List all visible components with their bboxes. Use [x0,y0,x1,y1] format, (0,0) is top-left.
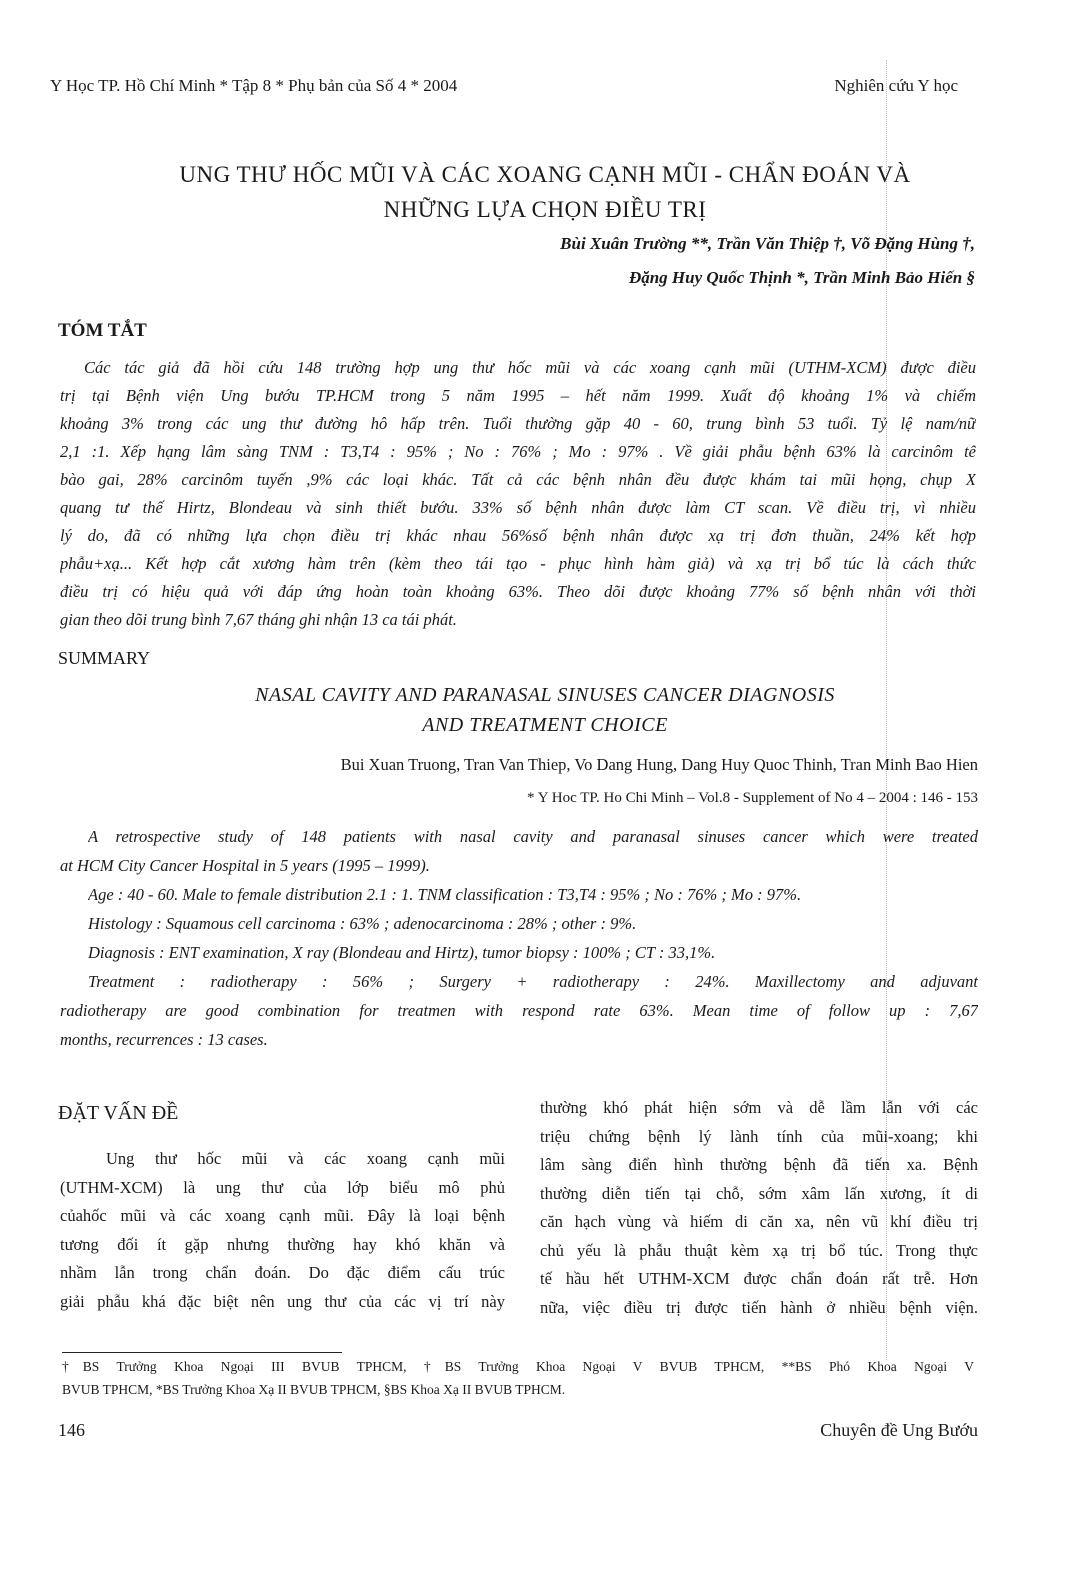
article-title-line2: NHỮNG LỰA CHỌN ĐIỀU TRỊ [383,197,707,222]
summary-heading: SUMMARY [58,648,151,668]
abstract-vi-line: gian theo dõi trung bình 7,67 tháng ghi nhận 13 ca tái phát. [60,610,457,629]
abstract-vi-line: lý do, đã có những lựa chọn điều trị khác nhau 56%số bệnh nhân được xạ trị đơn thuần, 24% kết hợp [60,526,976,545]
summary-line: A retrospective study of 148 patients with nasal cavity and paranasal sinuses cancer which were treated [88,827,978,846]
intro-left-line: giải phẫu khá đặc biệt nên ung thư của các vị trí này [60,1291,505,1311]
authors-line2: Đặng Huy Quốc Thịnh *, Trần Minh Bảo Hiến § [628,268,975,287]
summary-line: Diagnosis : ENT examination, X ray (Blondeau and Hirtz), tumor biopsy : 100% ; CT : 33,1%. [88,943,716,962]
intro-left-line: nhầm lẫn trong chẩn đoán. Do đặc điểm cấu trúc [60,1263,505,1282]
authors-line1: Bùi Xuân Trường **, Trần Văn Thiệp †, Võ Đặng Hùng †, [560,234,975,253]
intro-right-line: tế hầu hết UTHM-XCM được chẩn đoán rất trễ. Hơn [540,1269,978,1288]
abstract-vi-line: bào gai, 28% carcinôm tuyến ,9% các loại khác. Tất cả các bệnh nhân đều được khám tai mũi họng, chụp X [60,470,976,489]
abstract-vi-line: quang tư thế Hirtz, Blondeau và sinh thiết bướu. 33% số bệnh nhân được làm CT scan. Về điều trị, vì nhiều [60,498,976,517]
intro-heading: ĐẶT VẤN ĐỀ [58,1102,179,1124]
summary-citation: * Y Hoc TP. Ho Chi Minh – Vol.8 - Supplement of No 4 – 2004 : 146 - 153 [527,790,978,806]
summary-line: Age : 40 - 60. Male to female distribution 2.1 : 1. TNM classification : T3,T4 : 95% ; No : 76% ; Mo : 97%. [88,885,802,904]
intro-right-line: thường diễn tiến tại chỗ, sớm xâm lấn xương, ít di [540,1183,978,1203]
intro-right-line: triệu chứng bệnh lý lành tính của mũi-xoang; khi [540,1126,978,1146]
intro-right-line: lâm sàng điển hình thường bệnh đã tiến xa. Bệnh [540,1155,978,1174]
intro-left-line: tương đối ít gặp nhưng thường hay khó khăn và [60,1234,505,1254]
intro-right-line: chủ yếu là phẫu thuật kèm xạ trị bổ túc. Trong thực [540,1240,978,1260]
summary-authors: Bui Xuan Truong, Tran Van Thiep, Vo Dang Hung, Dang Huy Quoc Thinh, Tran Minh Bao Hien [340,755,978,774]
section-header: Nghiên cứu Y học [834,76,958,95]
summary-line: at HCM City Cancer Hospital in 5 years (1995 – 1999). [60,856,430,875]
summary-line: months, recurrences : 13 cases. [60,1030,268,1049]
intro-left-line: Ung thư hốc mũi và các xoang cạnh mũi [106,1149,505,1168]
journal-header: Y Học TP. Hồ Chí Minh * Tập 8 * Phụ bản của Số 4 * 2004 [50,76,458,95]
abstract-vi-heading: TÓM TẮT [58,320,147,341]
abstract-vi-line: Các tác giả đã hồi cứu 148 trường hợp ung thư hốc mũi và các xoang cạnh mũi (UTHM-XCM) được điều [84,358,976,377]
page-number: 146 [58,1420,85,1440]
footnote-line2: BVUB TPHCM, *BS Trưởng Khoa Xạ II BVUB TPHCM, §BS Khoa Xạ II BVUB TPHCM. [62,1382,566,1397]
summary-title-line1: NASAL CAVITY AND PARANASAL SINUSES CANCER DIAGNOSIS [255,684,835,706]
intro-left-line: (UTHM-XCM) là ung thư của lớp biểu mô phủ [60,1177,505,1197]
summary-line: radiotherapy are good combination for treatmen with respond rate 63%. Mean time of follow up : 7,67 [60,1001,978,1020]
intro-right-line: thường khó phát hiện sớm và dễ lầm lẫn với các [540,1098,978,1117]
footnote-line1: †BS Trưởng Khoa Ngoại III BVUB TPHCM, †BS Trưởng Khoa Ngoại V BVUB TPHCM, **BS Phó Khoa Ngoại V [62,1359,974,1374]
abstract-vi-line: trị tại Bệnh viện Ung bướu TP.HCM trong 5 năm 1995 – hết năm 1999. Xuất độ khoảng 1% và chiếm [60,386,976,405]
abstract-vi-line: 2,1 :1. Xếp hạng lâm sàng TNM : T3,T4 : 95% ; No : 76% ; Mo : 97% . Về giải phẫu bệnh 63% là carcinôm tế [60,442,976,461]
summary-line: Treatment : radiotherapy : 56% ; Surgery + radiotherapy : 24%. Maxillectomy and adjuvant [88,972,978,991]
summary-line: Histology : Squamous cell carcinoma : 63% ; adenocarcinoma : 28% ; other : 9%. [88,914,637,933]
abstract-vi-line: khoảng 3% trong các ung thư đường hô hấp trên. Tuổi thường gặp 40 - 60, trung bình 53 tuổi. Tỷ lệ nam/nữ [60,414,976,433]
abstract-vi-line: phẫu+xạ... Kết hợp cắt xương hàm trên (kèm theo tái tạo - phục hình hàm giả) và xạ trị bổ túc là cách thức [60,554,976,573]
intro-right-line: nữa, việc điều trị được tiến hành ở nhiều bệnh viện. [540,1297,978,1317]
intro-left-line: củahốc mũi và các xoang cạnh mũi. Đây là loại bệnh [60,1206,505,1225]
article-title-line1: UNG THƯ HỐC MŨI VÀ CÁC XOANG CẠNH MŨI - CHẨN ĐOÁN VÀ [179,162,911,187]
summary-title-line2: AND TREATMENT CHOICE [422,714,668,736]
footer-topic: Chuyên đề Ung Bướu [820,1420,978,1440]
abstract-vi-line: điều trị có hiệu quả với đáp ứng hoàn toàn khoảng 63%. Theo dõi được khoảng 77% số bệnh nhân với thời [60,582,976,601]
intro-right-line: căn hạch vùng và hiếm di căn xa, nên vũ khí điều trị [540,1212,978,1231]
footnote-divider [62,1352,342,1353]
